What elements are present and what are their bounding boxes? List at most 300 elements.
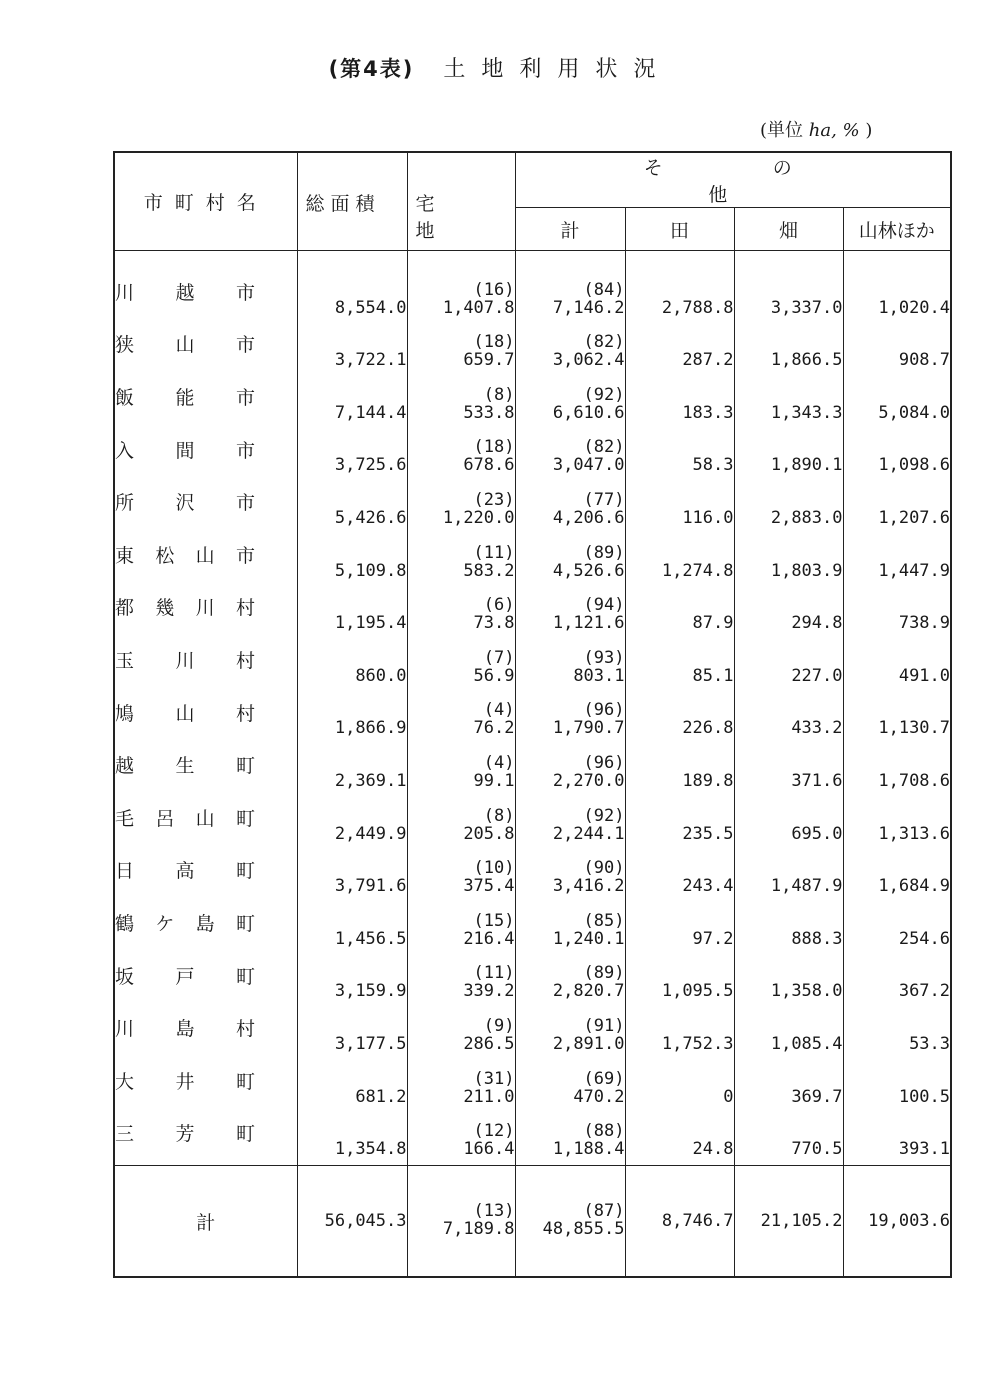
forest-value: 5,084.0 [878,402,951,423]
total-area-value: 3,177.5 [334,1033,407,1054]
other-total-percent: (96) [583,700,625,721]
forest [843,251,951,318]
field [734,1001,843,1054]
residential [407,475,515,528]
total-area [297,1054,407,1107]
total-area [297,791,407,844]
name-char: 村 [235,649,255,672]
other-total-value: 48,855.5 [542,1219,625,1240]
forest [843,528,951,581]
table-row [114,251,951,318]
header-other: その他 [515,152,951,208]
residential-value: 1,407.8 [442,297,515,318]
field-value: 1,487.9 [770,876,843,897]
other-total-value: 1,790.7 [552,718,625,739]
forest [843,896,951,949]
other-total [515,251,625,318]
residential [407,251,515,318]
residential-percent: (11) [473,542,515,563]
name-char: 町 [235,755,255,778]
other-total-value: 1,240.1 [552,928,625,949]
other-total [515,1107,625,1160]
forest-value: 738.9 [898,613,951,634]
residential [407,528,515,581]
forest [843,318,951,371]
field-value: 369.7 [791,1086,843,1107]
forest [843,633,951,686]
field-value: 1,343.3 [770,402,843,423]
table-row [114,633,951,686]
residential-percent: (10) [473,858,515,879]
residential-value: 659.7 [463,350,515,371]
residential [407,423,515,476]
other-total-percent: (91) [583,1015,625,1036]
other-total-percent: (92) [583,805,625,826]
total-area [297,251,407,318]
forest [843,844,951,897]
residential-value: 76.2 [473,718,515,739]
municipality-name [115,278,255,305]
total-area-value: 5,426.6 [334,507,407,528]
other-total-percent: (96) [583,752,625,773]
name-char: 所 [115,492,135,515]
other-total-value: 2,820.7 [552,981,625,1002]
name-char: 三 [115,1123,135,1146]
residential [407,949,515,1002]
other-total-percent: (92) [583,384,625,405]
paddy-value: 87.9 [692,613,734,634]
other-total-percent: (88) [583,1121,625,1142]
other-total [515,791,625,844]
residential-value: 73.8 [473,613,515,634]
total-area-value: 1,354.8 [334,1139,407,1160]
residential-percent: (8) [483,384,515,405]
residential [407,1107,515,1160]
forest-value: 1,098.6 [878,455,951,476]
other-total-percent: (77) [583,489,625,510]
name-char: 村 [235,1018,255,1041]
residential [407,581,515,634]
total-area [297,896,407,949]
paddy-value: 183.3 [682,402,734,423]
municipality-cell [114,475,297,528]
table-row [114,1107,951,1160]
other-total [515,318,625,371]
forest-value: 100.5 [898,1086,951,1107]
other-total [515,738,625,791]
page-title [0,52,1000,83]
residential-percent: (18) [473,332,515,353]
other-total-value: 6,610.6 [552,402,625,423]
forest-value: 393.1 [898,1139,951,1160]
field-value: 433.2 [791,718,843,739]
residential-percent: (6) [483,595,515,616]
paddy-value: 58.3 [692,455,734,476]
forest-value: 1,708.6 [878,770,951,791]
table-row [114,1054,951,1107]
paddy [625,738,734,791]
municipality-cell [114,581,297,634]
field [734,423,843,476]
other-total-percent: (82) [583,332,625,353]
paddy [625,633,734,686]
total-area [297,949,407,1002]
field [734,791,843,844]
forest-value: 53.3 [909,1033,951,1054]
total-area [297,738,407,791]
residential [407,1001,515,1054]
residential [407,844,515,897]
residential [407,686,515,739]
total-label: 計 [114,1166,297,1278]
paddy-value: 226.8 [682,718,734,739]
name-char: 幾 [155,597,175,620]
field [734,318,843,371]
land-use-table [113,151,952,1278]
field [734,844,843,897]
table-row [114,949,951,1002]
other-total [515,475,625,528]
residential-percent: (13) [473,1201,515,1222]
residential-percent: (7) [483,647,515,668]
total-area-value: 1,456.5 [334,928,407,949]
name-char: 町 [235,807,255,830]
total-area-value: 2,449.9 [334,823,407,844]
forest [843,686,951,739]
residential-percent: (8) [483,805,515,826]
other-total-percent: (84) [583,279,625,300]
name-char: 呂 [155,807,175,830]
name-char: 市 [235,492,255,515]
name-char: 町 [235,1070,255,1093]
municipality-name [115,646,255,673]
table-row [114,686,951,739]
field-value: 227.0 [791,665,843,686]
field-value: 888.3 [791,928,843,949]
paddy [625,251,734,318]
table-row [114,423,951,476]
residential-percent: (9) [483,1015,515,1036]
residential-percent: (11) [473,963,515,984]
municipality-name [115,330,255,357]
table-row [114,370,951,423]
paddy-value: 8,746.7 [661,1210,734,1231]
municipality-cell [114,738,297,791]
other-total-value: 803.1 [573,665,625,686]
municipality-name [115,488,255,515]
table-title: 土地利用状況 [443,57,672,82]
forest [843,370,951,423]
total-area-value: 56,045.3 [324,1210,407,1231]
name-char: 川 [175,649,195,672]
forest-value: 367.2 [898,981,951,1002]
total-area [297,633,407,686]
other-total-percent: (93) [583,647,625,668]
forest [843,1001,951,1054]
paddy [625,844,734,897]
paddy [625,423,734,476]
name-char: 山 [175,334,195,357]
total-area-value: 3,722.1 [334,350,407,371]
name-char: 市 [235,439,255,462]
other-total-value: 470.2 [573,1086,625,1107]
field-value: 21,105.2 [760,1210,843,1231]
field [734,896,843,949]
forest [843,791,951,844]
name-char: 鶴 [115,912,135,935]
residential [407,738,515,791]
total-area-value: 1,866.9 [334,718,407,739]
paddy-value: 235.5 [682,823,734,844]
paddy-value: 0 [723,1086,734,1107]
table-row [114,791,951,844]
name-char: 市 [235,544,255,567]
name-char: 島 [195,912,215,935]
field [734,475,843,528]
residential-percent: (23) [473,489,515,510]
paddy [625,528,734,581]
total-area-value: 3,725.6 [334,455,407,476]
field-value: 294.8 [791,613,843,634]
name-char: 川 [195,597,215,620]
other-total-value: 4,206.6 [552,507,625,528]
name-char: 間 [175,439,195,462]
forest-value: 1,130.7 [878,718,951,739]
name-char: 村 [235,597,255,620]
paddy-value: 1,752.3 [661,1033,734,1054]
forest-value: 1,684.9 [878,876,951,897]
name-char: 大 [115,1070,135,1093]
total-area-value: 5,109.8 [334,560,407,581]
paddy [625,1001,734,1054]
municipality-name [115,804,255,831]
forest-value: 19,003.6 [868,1210,951,1231]
forest-value: 491.0 [898,665,951,686]
paddy [625,370,734,423]
field-value: 1,085.4 [770,1033,843,1054]
residential-value: 375.4 [463,876,515,897]
forest [843,738,951,791]
residential-value: 56.9 [473,665,515,686]
other-total-value: 3,416.2 [552,876,625,897]
name-char: 越 [115,755,135,778]
residential-value: 166.4 [463,1139,515,1160]
other-total-value: 2,244.1 [552,823,625,844]
paddy [625,686,734,739]
municipality-name [115,593,255,620]
table-number: (第4表) [328,57,415,81]
field [734,251,843,318]
municipality-name [115,1119,255,1146]
residential-value: 678.6 [463,455,515,476]
total-area [297,1166,407,1278]
municipality-cell [114,686,297,739]
name-char: 狭 [115,334,135,357]
field-value: 2,883.0 [770,507,843,528]
field-value: 770.5 [791,1139,843,1160]
other-total [515,633,625,686]
header-subtotal: 計 [515,208,625,251]
residential-value: 7,189.8 [442,1219,515,1240]
forest-value: 1,447.9 [878,560,951,581]
name-char: 越 [175,281,195,304]
municipality-name [115,909,255,936]
name-char: 町 [235,1123,255,1146]
field-value: 371.6 [791,770,843,791]
residential-value: 1,220.0 [442,507,515,528]
name-char: 坂 [115,965,135,988]
forest [843,475,951,528]
municipality-cell [114,251,297,318]
total-area-value: 2,369.1 [334,770,407,791]
forest [843,423,951,476]
residential [407,318,515,371]
name-char: 松 [155,544,175,567]
header-total-area: 総面積 [297,152,407,251]
total-area [297,844,407,897]
paddy-value: 97.2 [692,928,734,949]
paddy [625,896,734,949]
residential-percent: (4) [483,700,515,721]
other-total-percent: (89) [583,963,625,984]
paddy [625,1107,734,1160]
other-total-value: 2,891.0 [552,1033,625,1054]
paddy-value: 189.8 [682,770,734,791]
name-char: 鳩 [115,702,135,725]
municipality-cell [114,791,297,844]
name-char: 高 [175,860,195,883]
municipality-cell [114,423,297,476]
field-value: 1,358.0 [770,981,843,1002]
total-area [297,686,407,739]
municipality-name [115,541,255,568]
municipality-cell [114,370,297,423]
forest [843,949,951,1002]
residential-value: 533.8 [463,402,515,423]
total-area [297,1001,407,1054]
residential-percent: (31) [473,1068,515,1089]
municipality-name [115,436,255,463]
other-total [515,896,625,949]
residential-value: 216.4 [463,928,515,949]
header-field: 畑 [734,208,843,251]
name-char: 沢 [175,492,195,515]
other-total [515,949,625,1002]
residential [407,1166,515,1278]
total-area [297,528,407,581]
municipality-cell [114,1001,297,1054]
name-char: 毛 [115,807,135,830]
table-body [114,251,951,1278]
name-char: 山 [175,702,195,725]
field [734,1107,843,1160]
name-char: 日 [115,860,135,883]
header-forest: 山林ほか [843,208,951,251]
table-row [114,475,951,528]
name-char: 山 [195,544,215,567]
total-area-value: 860.0 [355,665,407,686]
name-char: 川 [115,1018,135,1041]
name-char: 戸 [175,965,195,988]
name-char: 入 [115,439,135,462]
unit-suffix: ) [865,120,873,141]
forest-value: 1,020.4 [878,297,951,318]
municipality-cell [114,318,297,371]
total-area-value: 7,144.4 [334,402,407,423]
municipality-name [115,383,255,410]
field-value: 1,803.9 [770,560,843,581]
unit-values: ha, % [808,120,860,141]
field-value: 1,890.1 [770,455,843,476]
other-total-value: 3,062.4 [552,350,625,371]
paddy-value: 116.0 [682,507,734,528]
other-total [515,1166,625,1278]
paddy-value: 85.1 [692,665,734,686]
total-area [297,1107,407,1160]
other-total-percent: (69) [583,1068,625,1089]
municipality-cell [114,949,297,1002]
total-area [297,370,407,423]
name-char: 町 [235,965,255,988]
name-char: 都 [115,597,135,620]
other-total-value: 7,146.2 [552,297,625,318]
other-total-percent: (94) [583,595,625,616]
header-residential: 宅 地 [407,152,515,251]
header-paddy: 田 [625,208,734,251]
header-name: 市町村名 [114,152,297,251]
other-total [515,1054,625,1107]
other-total [515,370,625,423]
residential-percent: (15) [473,910,515,931]
total-area-value: 3,159.9 [334,981,407,1002]
unit-note [760,116,872,142]
other-total-percent: (85) [583,910,625,931]
field [734,528,843,581]
municipality-name [115,1014,255,1041]
total-area-value: 3,791.6 [334,876,407,897]
residential [407,1054,515,1107]
paddy [625,791,734,844]
municipality-cell [114,896,297,949]
name-char: 市 [235,334,255,357]
other-total-value: 4,526.6 [552,560,625,581]
municipality-cell [114,1107,297,1160]
paddy-value: 24.8 [692,1139,734,1160]
paddy [625,949,734,1002]
name-char: 井 [175,1070,195,1093]
total-area-value: 1,195.4 [334,613,407,634]
name-char: 川 [115,281,135,304]
residential-percent: (12) [473,1121,515,1142]
name-char: 飯 [115,386,135,409]
other-total [515,423,625,476]
total-area-value: 8,554.0 [334,297,407,318]
name-char: ケ [155,912,175,935]
name-char: 市 [235,281,255,304]
other-total-percent: (90) [583,858,625,879]
name-char: 島 [175,1018,195,1041]
paddy [625,1054,734,1107]
table-row [114,738,951,791]
field-value: 3,337.0 [770,297,843,318]
name-char: 玉 [115,649,135,672]
name-char: 市 [235,386,255,409]
table-row [114,1001,951,1054]
paddy-value: 243.4 [682,876,734,897]
name-char: 山 [195,807,215,830]
other-total-value: 2,270.0 [552,770,625,791]
forest-value: 254.6 [898,928,951,949]
